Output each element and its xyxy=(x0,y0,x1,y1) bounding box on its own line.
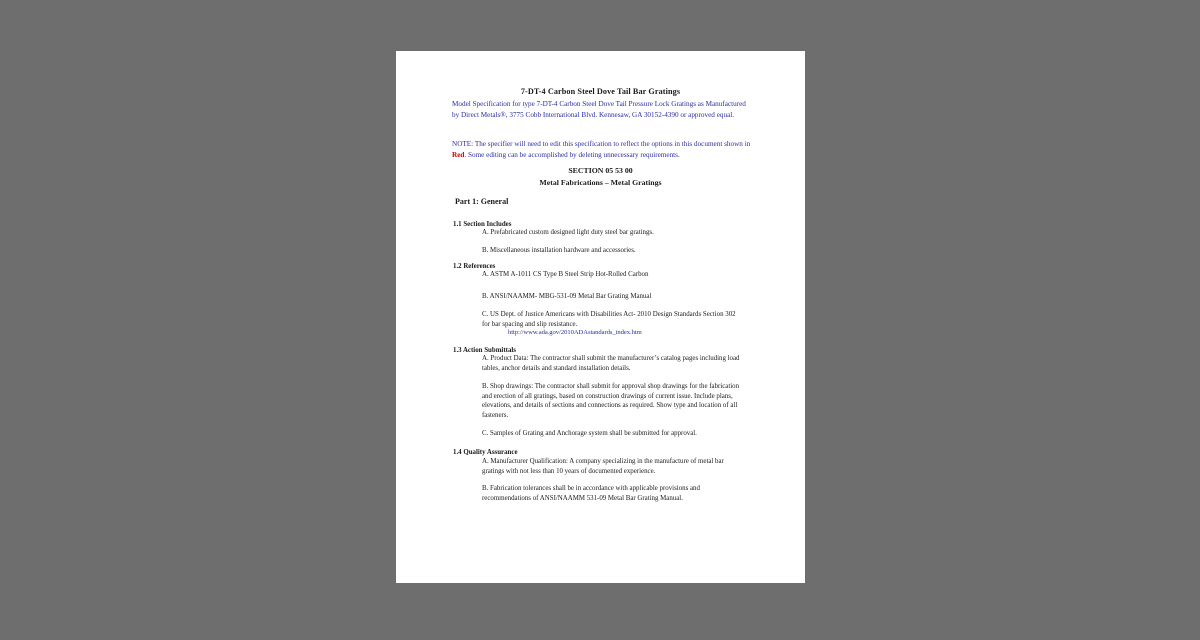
note-red-keyword: Red xyxy=(452,150,465,159)
article-item-1-3-a: A. Product Data: The contractor shall submit the manufacturer’s catalog pages including load tables, anchor details and standard installation details. xyxy=(482,355,740,372)
article-item-1-4-a: A. Manufacturer Qualification: A company specializing in the manufacture of metal bar gratings with not less than 10 years of documented experience. xyxy=(482,458,724,475)
article-heading-1-4: 1.4 Quality Assurance xyxy=(453,449,518,456)
article-heading-1-2: 1.2 References xyxy=(453,263,496,270)
section-number-heading: SECTION 05 53 00 xyxy=(568,166,633,175)
ada-standards-link[interactable]: http://www.ada.gov/2010ADAstandards_index.htm xyxy=(508,329,642,336)
document-page xyxy=(396,51,805,583)
intro-paragraph: Model Specification for type 7-DT-4 Carbon Steel Dove Tail Pressure Lock Gratings as Manufactured by Direct Metals®, 3775 Cobb International Blvd. Kennesaw, GA 30152-4390 or approved equal. xyxy=(452,100,746,119)
document-title: 7-DT-4 Carbon Steel Dove Tail Bar Gratings xyxy=(520,87,681,96)
article-item-1-4-b: B. Fabrication tolerances shall be in accordance with applicable provisions and recommendations of ANSI/NAAMM 531-09 Metal Bar Grating Manual. xyxy=(482,485,700,502)
article-item-1-2-b: B. ANSI/NAAMM- MBG-531-09 Metal Bar Grating Manual xyxy=(482,293,652,300)
page-content xyxy=(396,51,805,583)
article-heading-1-1: 1.1 Section Includes xyxy=(453,221,512,228)
article-item-1-2-a: A. ASTM A-1011 CS Type B Steel Strip Hot-Rolled Carbon xyxy=(482,271,649,278)
editor-note-paragraph xyxy=(452,139,752,160)
article-heading-1-3: 1.3 Action Submittals xyxy=(453,347,516,354)
article-item-1-3-c: C. Samples of Grating and Anchorage system shall be submitted for approval. xyxy=(482,430,697,437)
part-heading: Part 1: General xyxy=(455,197,509,206)
article-item-1-2-c: C. US Dept. of Justice Americans with Disabilities Act- 2010 Design Standards Section 302 for bar spacing and slip resistance. xyxy=(482,311,736,328)
section-title-heading: Metal Fabrications – Metal Gratings xyxy=(539,178,662,187)
note-text-prefix: NOTE: The specifier will need to edit this specification to reflect the options in this document shown in xyxy=(452,140,751,148)
article-item-1-1-a: A. Prefabricated custom designed light duty steel bar gratings. xyxy=(482,229,654,236)
article-item-1-3-b: B. Shop drawings: The contractor shall submit for approval shop drawings for the fabrication and erection of all gratings, based on construction drawings of current issue. Include plans, elevations, and details of sections and connections as required. Show type and location of all fasteners. xyxy=(482,383,740,420)
article-item-1-1-b: B. Miscellaneous installation hardware and accessories. xyxy=(482,247,636,254)
note-text-suffix: . Some editing can be accomplished by deleting unnecessary requirements. xyxy=(464,150,680,159)
